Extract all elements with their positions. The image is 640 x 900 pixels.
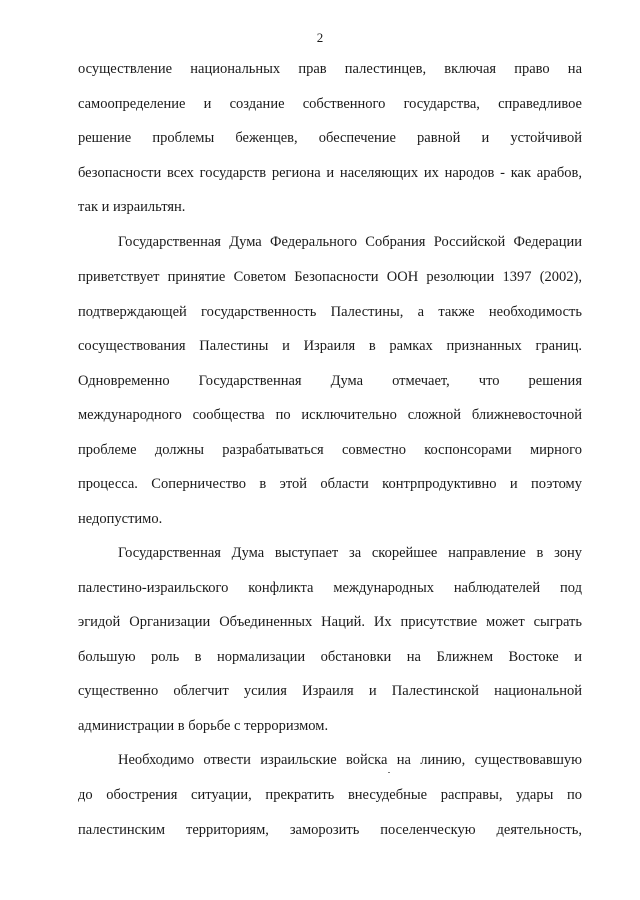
paragraph-2-line-9: недопустимо. xyxy=(78,512,163,527)
paragraph-4-line-3: палестинским территориям, заморозить поселенческую деятельность, xyxy=(78,823,582,838)
paragraph-3-line-5: существенно облегчит усилия Израиля и Палестинской национальной xyxy=(78,684,582,699)
paragraph-2-line-4: сосуществования Палестины и Израиля в рамках признанных границ. xyxy=(78,339,582,354)
paragraph-1-line-2: самоопределение и создание собственного государства, справедливое xyxy=(78,97,582,112)
paragraph-1-line-4: безопасности всех государств региона и населяющих их народов - как арабов, xyxy=(78,166,582,181)
paragraph-3-line-3: эгидой Организации Объединенных Наций. Их присутствие может сыграть xyxy=(78,615,582,630)
paragraph-2-line-5: Одновременно Государственная Дума отмечает, что решения xyxy=(78,374,582,389)
paragraph-3-line-6: администрации в борьбе с терроризмом. xyxy=(78,719,329,734)
paragraph-1-line-1: осуществление национальных прав палестинцев, включая право на xyxy=(78,62,582,77)
paragraph-3-line-2: палестино-израильского конфликта международных наблюдателей под xyxy=(78,581,582,596)
scan-speck xyxy=(388,772,390,773)
paragraph-4-line-1: Необходимо отвести израильские войска на линию, существовавшую xyxy=(118,753,582,768)
paragraph-1-line-5: так и израильтян. xyxy=(78,200,186,215)
paragraph-2-line-2: приветствует принятие Советом Безопасности ООН резолюции 1397 (2002), xyxy=(78,270,582,285)
paragraph-2-line-3: подтверждающей государственность Палестины, а также необходимость xyxy=(78,305,582,320)
paragraph-4-line-2: до обострения ситуации, прекратить внесудебные расправы, удары по xyxy=(78,788,582,803)
paragraph-3-line-4: большую роль в нормализации обстановки на Ближнем Востоке и xyxy=(78,650,582,665)
paragraph-1-line-3: решение проблемы беженцев, обеспечение равной и устойчивой xyxy=(78,131,582,146)
paragraph-2-line-8: процесса. Соперничество в этой области контрпродуктивно и поэтому xyxy=(78,477,582,492)
page-number: 2 xyxy=(316,30,324,45)
paragraph-2-line-1: Государственная Дума Федерального Собрания Российской Федерации xyxy=(118,235,582,250)
paragraph-2-line-7: проблеме должны разрабатываться совместно коспонсорами мирного xyxy=(78,443,582,458)
paragraph-3-line-1: Государственная Дума выступает за скорейшее направление в зону xyxy=(118,546,582,561)
paragraph-2-line-6: международного сообщества по исключительно сложной ближневосточной xyxy=(78,408,582,423)
